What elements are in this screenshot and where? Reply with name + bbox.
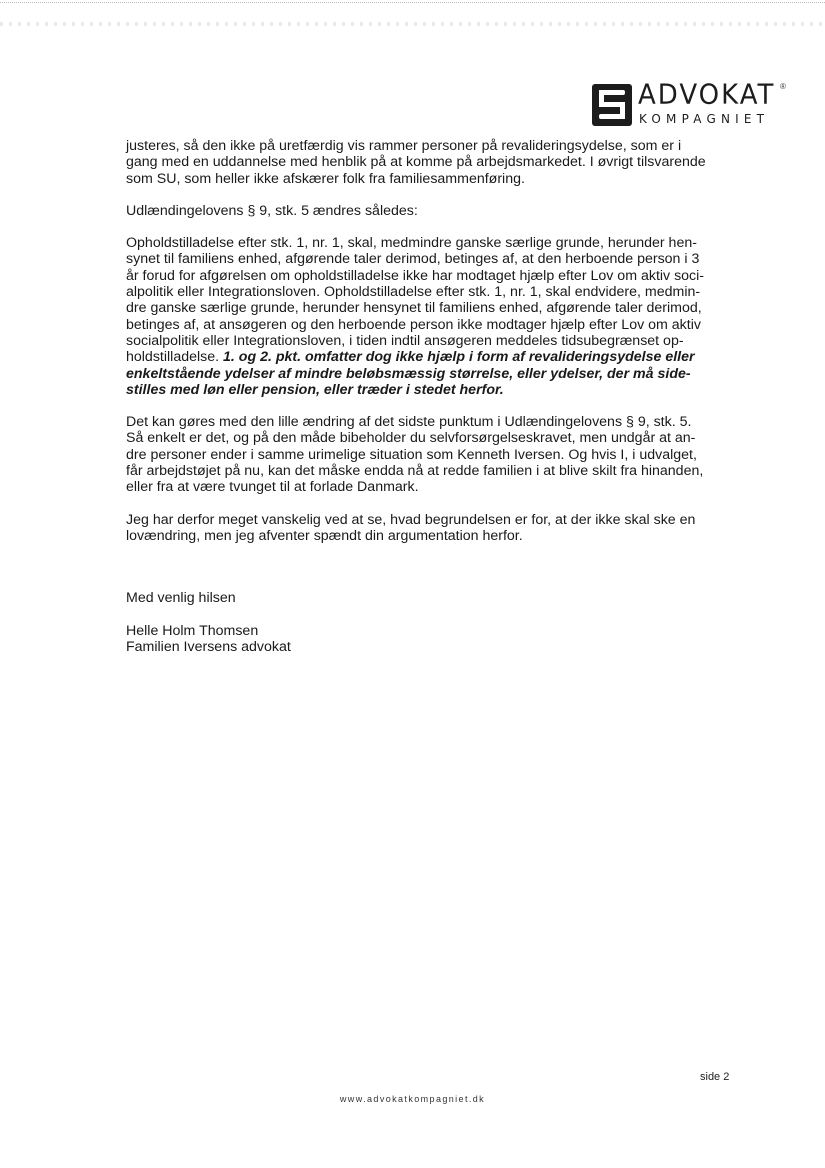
text-line: som SU, som heller ikke afskærer folk fra familiesammenføring. (126, 170, 525, 187)
emphasized-amendment: stilles med løn eller pension, eller træder i stedet herfor. (126, 381, 504, 398)
text-line: Udlændingelovens § 9, stk. 5 ændres således: (126, 202, 418, 219)
text-line: betinges af, at ansøgeren og den herboende person ikke modtager hjælp efter Lov om aktiv (126, 316, 701, 333)
text-line: synet til familiens enhed, afgørende taler derimod, betinges af, at den herboende person i 3 (126, 251, 700, 268)
text-line: får arbejdstøjet på nu, kan det måske endda nå at redde familien i at blive skilt fra hinanden, (126, 463, 704, 480)
logo-word-advokat: ADVOKAT (638, 79, 776, 111)
paragraph-intro (126, 138, 726, 187)
paragraph-proposal (126, 414, 726, 495)
text-line: justeres, så den ikke på uretfærdig vis rammer personer på revalideringsydelse, som er i (126, 138, 682, 154)
paragraph-law-text (126, 235, 726, 398)
emphasized-amendment: 1. og 2. pkt. omfatter dog ikke hjælp i form af revalideringsydelse eller (223, 349, 695, 366)
logo-mark-icon (592, 84, 632, 126)
text-plain: holdstilladelse. (126, 349, 220, 366)
logo-registered-mark: ® (780, 82, 786, 91)
greeting-text: Med venlig hilsen (126, 590, 236, 607)
scan-artifacts (0, 22, 825, 26)
text-line: alpolitik eller Integrationsloven. Opholdstilladelse efter stk. 1, nr. 1, skal endvidere, medmin- (126, 284, 701, 301)
emphasized-amendment: enkeltstående ydelser af mindre beløbsmæssig størrelse, eller ydelser, der må side- (126, 365, 691, 382)
text-line: dre personer ender i samme urimelige situation som Kenneth Iversen. Og hvis I, i udvalget, (126, 446, 697, 463)
text-line: lovændring, men jeg afventer spændt din argumentation herfor. (126, 527, 523, 544)
scan-edge-top (0, 2, 825, 9)
footer-website: www.advokatkompagniet.dk (339, 1094, 486, 1104)
signer-title: Familien Iversens advokat (126, 638, 291, 655)
letter-body (126, 138, 726, 671)
paragraph-conclusion (126, 512, 726, 545)
signer-name: Helle Holm Thomsen (126, 622, 259, 639)
signature-block (126, 623, 726, 656)
text-line: socialpolitik eller Integrationsloven, i tiden indtil ansøgeren meddeles tidsubegrænset op- (126, 332, 684, 349)
text-line: år forud for afgørelsen om opholdstilladelse ikke har modtaget hjælp efter Lov om aktiv soci- (126, 267, 705, 284)
paragraph-amendment-heading (126, 203, 726, 219)
text-line: Det kan gøres med den lille ændring af det sidste punktum i Udlændingelovens § 9, stk. 5. (126, 414, 692, 431)
text-line: Så enkelt er det, og på den måde bibeholder du selvforsørgelseskravet, men undgår at an- (126, 430, 696, 447)
text-line: Jeg har derfor meget vanskelig ved at se, hvad begrundelsen er for, at der ikke skal ske en (126, 511, 696, 528)
text-line: dre ganske særlige grunde, herunder hensynet til familiens enhed, afgørende taler derimod, (126, 300, 702, 317)
text-line: eller fra at være tvunget til at forlade Danmark. (126, 479, 419, 496)
text-line: gang med en uddannelse med henblik på at komme på arbejdsmarkedet. I øvrigt tilsvarende (126, 154, 706, 171)
logo-word-kompagniet: KOMPAGNIET (639, 112, 770, 126)
text-line-mixed (126, 349, 726, 365)
text-line: Opholdstilladelse efter stk. 1, nr. 1, skal, medmindre ganske særlige grunde, herunder hen- (126, 235, 697, 252)
closing-greeting (126, 590, 726, 606)
company-logo (592, 79, 792, 130)
page-number: side 2 (700, 1071, 730, 1083)
